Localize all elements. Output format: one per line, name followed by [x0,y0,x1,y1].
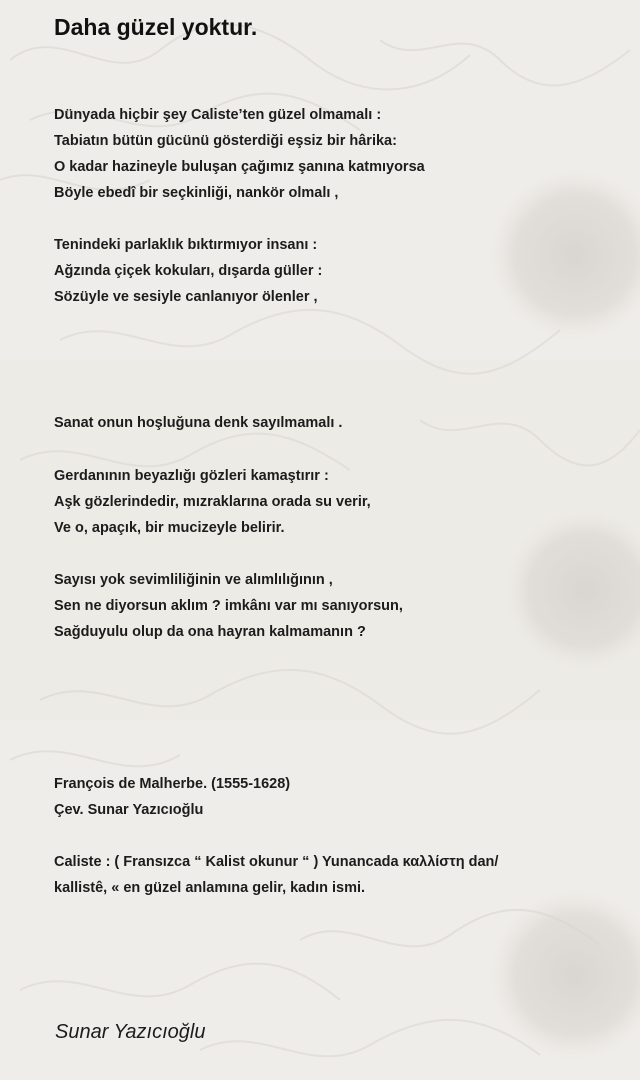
poem-line: Aşk gözlerindedir, mızraklarına orada su verir, [54,494,371,510]
poem-line: Tenindeki parlaklık bıktırmıyor insanı : [54,237,318,253]
poem-line: Sen ne diyorsun aklım ? imkânı var mı sanıyorsun, [54,598,403,614]
stanza-5 [54,567,403,645]
poem-line: O kadar hazineyle buluşan çağımız şanına katmıyorsa [54,159,425,175]
poem-line: Sözüyle ve sesiyle canlanıyor ölenler , [54,289,318,305]
poem-line: Tabiatın bütün gücünü gösterdiği eşsiz bir hârika: [54,133,397,149]
poem-title: Daha güzel yoktur. [54,14,258,40]
poem-line: Dünyada hiçbir şey Caliste’ten güzel olmamalı : [54,107,382,123]
poem-line: Sağduyulu olup da ona hayran kalmamanın ? [54,624,366,640]
poem-line: Ağzında çiçek kokuları, dışarda güller : [54,263,323,279]
signature: Sunar Yazıcıoğlu [55,1021,206,1043]
stanza-1 [54,102,425,206]
translator-credit: Çev. Sunar Yazıcıoğlu [54,802,204,818]
poem-line: Sanat onun hoşluğuna denk sayılmamalı . [54,415,343,431]
poem-line: Böyle ebedî bir seçkinliği, nankör olmalı , [54,185,339,201]
footnote-line: kallistê, « en güzel anlamına gelir, kadın ismi. [54,880,366,896]
stanza-3 [54,410,342,436]
stanza-2 [54,232,322,310]
poem-line: Gerdanının beyazlığı gözleri kamaştırır : [54,468,329,484]
attribution [54,771,290,823]
author-credit: François de Malherbe. (1555-1628) [54,776,291,792]
poem-line: Ve o, apaçık, bir mucizeyle belirir. [54,520,285,536]
stanza-4 [54,463,371,541]
poem-line: Sayısı yok sevimliliğinin ve alımlılığının , [54,572,333,588]
footnote-line: Caliste : ( Fransızca “ Kalist okunur “ ) Yunancada καλλίστη dan/ [54,854,499,870]
footnote [54,849,498,901]
